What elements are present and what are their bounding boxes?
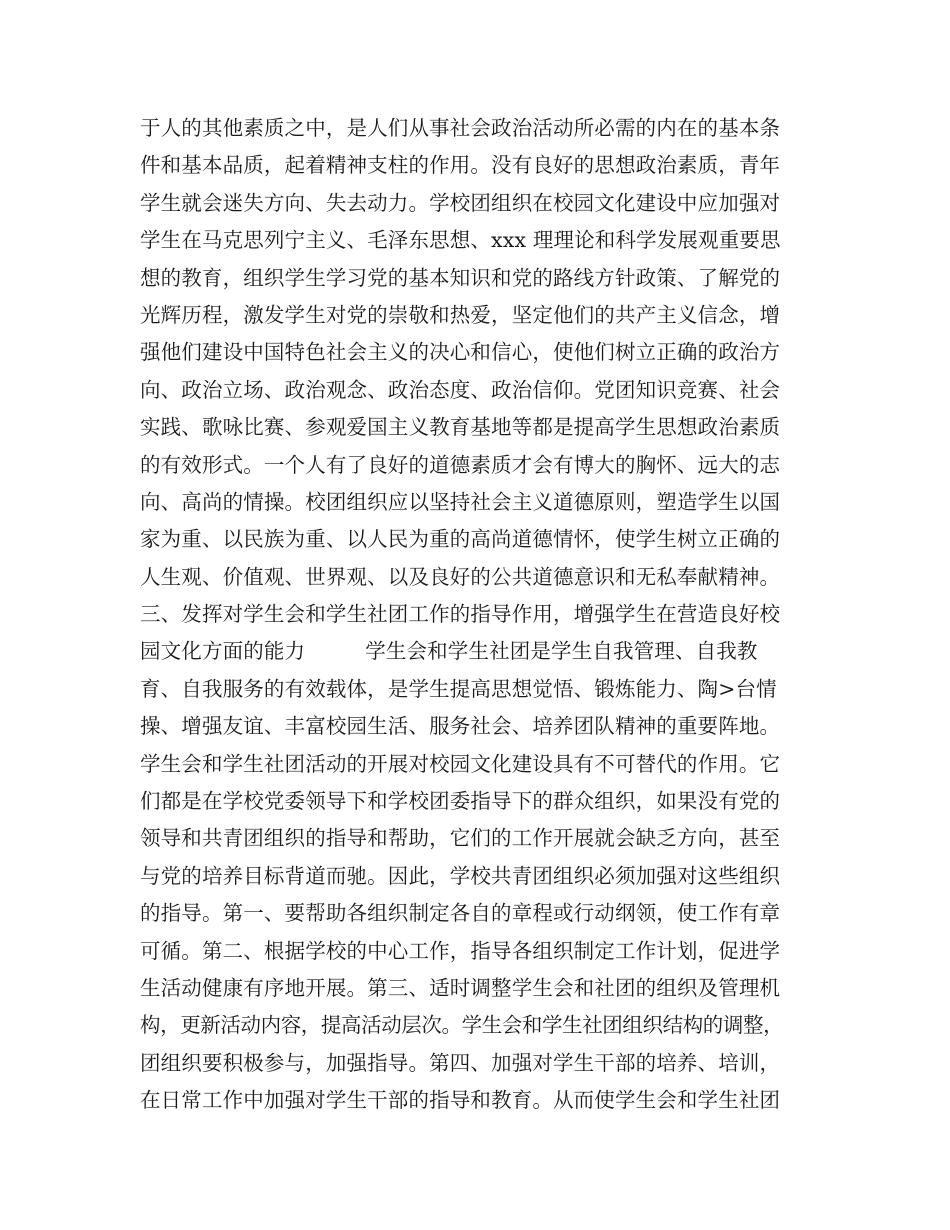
text-line: 与党的培养目标背道而驰。因此，学校共青团组织必须加强对这些组织 — [140, 863, 781, 888]
text-line: 于人的其他素质之中，是人们从事社会政治活动所必需的内在的基本条 — [140, 116, 781, 140]
text-line: 件和基本品质，起着精神支柱的作用。没有良好的思想政治素质，青年 — [140, 153, 781, 178]
text-line: 领导和共青团组织的指导和帮助，它们的工作开展就会缺乏方向，甚至 — [140, 826, 781, 851]
text-line: 操、增强友谊、丰富校园生活、服务社会、培养团队精神的重要阵地。 — [140, 714, 781, 739]
text-line: 团组织要积极参与，加强指导。第四、加强对学生干部的培养、培训， — [140, 1050, 781, 1075]
text-line: 的指导。第一、要帮助各组织制定各自的章程或行动纲领，使工作有章 — [140, 901, 781, 926]
text-line: 学生在马克思列宁主义、毛泽东思想、xxx 理理论和科学发展观重要思 — [140, 228, 781, 253]
text-line: 人生观、价值观、世界观、以及良好的公共道德意识和无私奉献精神。 — [140, 564, 781, 589]
paragraph-start: 学生会和学生社团是学生自我管理、自我教 — [365, 639, 758, 664]
text-line: 可循。第二、根据学校的中心工作，指导各组织制定工作计划，促进学 — [140, 938, 781, 963]
text-line: 育、自我服务的有效载体，是学生提高思想觉悟、锻炼能力、陶>台情 — [140, 676, 777, 701]
text-line: 光辉历程，激发学生对党的崇敬和热爱，坚定他们的共产主义信念，增 — [140, 302, 781, 327]
text-line: 生活动健康有序地开展。第三、适时调整学生会和社团的组织及管理机 — [140, 975, 781, 1000]
text-line: 学生就会迷失方向、失去动力。学校团组织在校园文化建设中应加强对 — [140, 190, 781, 215]
text-line: 的有效形式。一个人有了良好的道德素质才会有博大的胸怀、远大的志 — [140, 452, 781, 477]
text-line: 构，更新活动内容，提高活动层次。学生会和学生社团组织结构的调整， — [140, 1013, 784, 1038]
text-line: 家为重、以民族为重、以人民为重的高尚道德情怀，使学生树立正确的 — [140, 527, 781, 552]
text-line: 在日常工作中加强对学生干部的指导和教育。从而使学生会和学生社团 — [140, 1088, 781, 1113]
text-line: 向、政治立场、政治观念、政治态度、政治信仰。党团知识竞赛、社会 — [140, 377, 781, 402]
section-heading-tail: 园文化方面的能力 — [140, 639, 306, 664]
text-line: 想的教育，组织学生学习党的基本知识和党的路线方针政策、了解党的 — [140, 265, 781, 290]
body-text — [140, 110, 830, 1120]
section-heading-line: 三、发挥对学生会和学生社团工作的指导作用，增强学生在营造良好校 — [140, 602, 781, 627]
text-line: 们都是在学校党委领导下和学校团委指导下的群众组织，如果没有党的 — [140, 789, 781, 814]
text-line: 向、高尚的情操。校团组织应以坚持社会主义道德原则，塑造学生以国 — [140, 489, 781, 514]
text-line: 实践、歌咏比赛、参观爱国主义教育基地等都是提高学生思想政治素质 — [140, 415, 781, 440]
text-line: 学生会和学生社团活动的开展对校园文化建设具有不可替代的作用。它 — [140, 751, 781, 776]
text-line: 强他们建设中国特色社会主义的决心和信心，使他们树立正确的政治方 — [140, 340, 781, 365]
section-heading-line-cont — [140, 633, 830, 670]
